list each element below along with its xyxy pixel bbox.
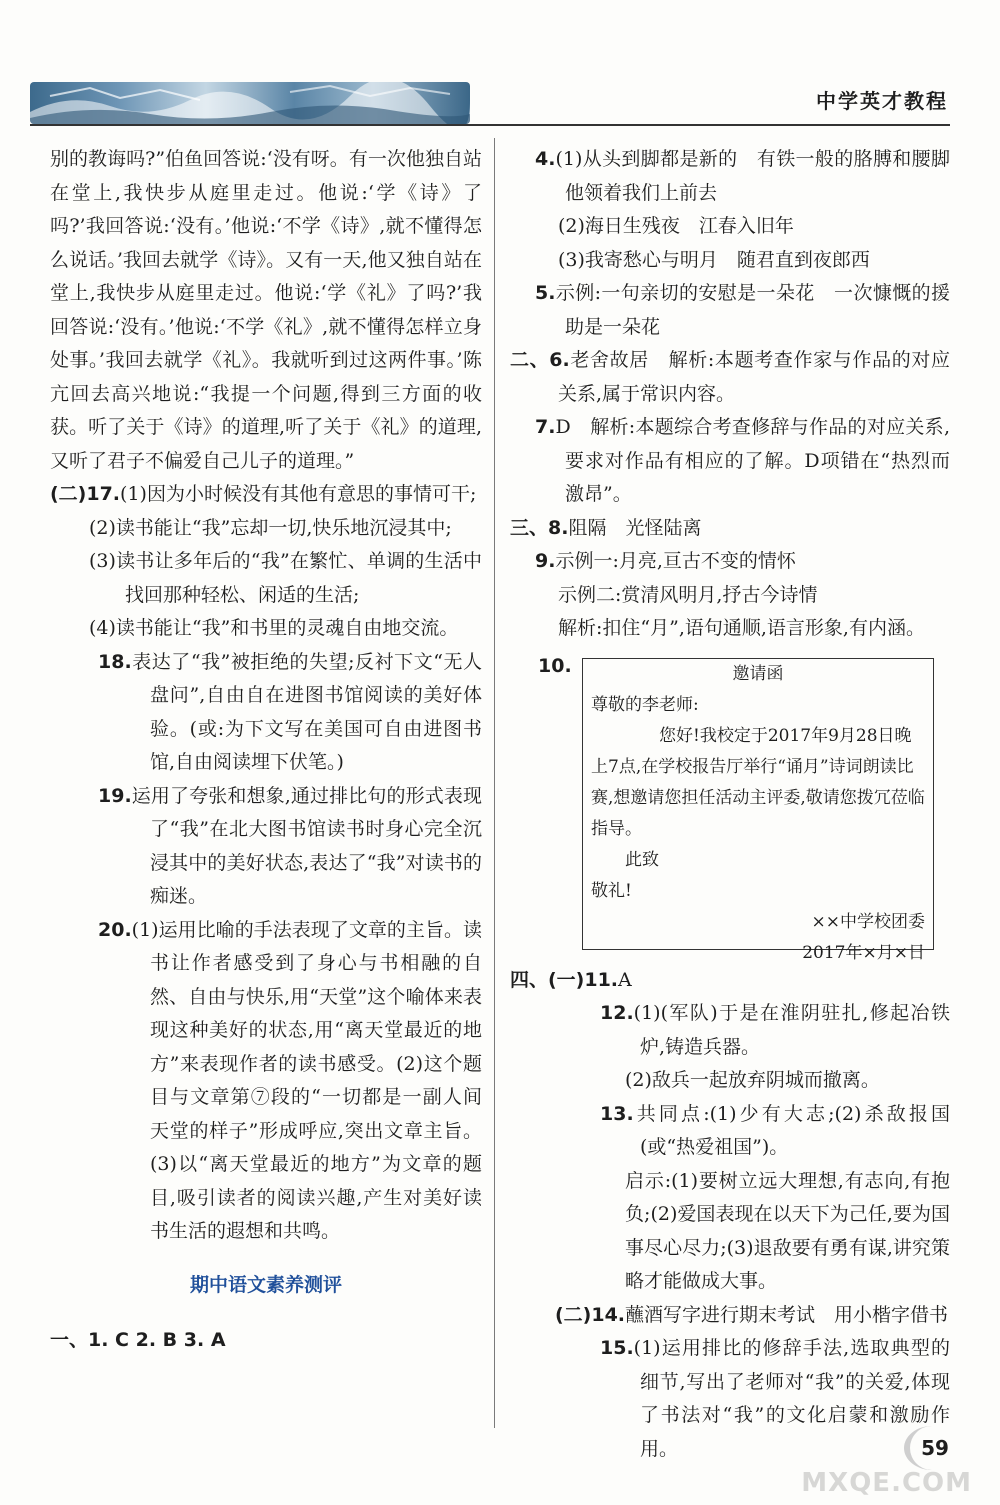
answer-text: 老舍故居 解析:本题考查作家与作品的对应关系,属于常识内容。 bbox=[558, 349, 950, 405]
answer-text: 示例:一句亲切的安慰是一朵花 一次慷慨的援助是一朵花 bbox=[555, 282, 950, 338]
answer-text: (1)运用排比的修辞手法,选取典型的细节,写出了老师对“我”的关爱,体现了书法对“我”的文化启蒙和激励作用。 bbox=[633, 1337, 950, 1460]
item-number: (二)14. bbox=[555, 1303, 626, 1326]
answer-item bbox=[510, 1299, 950, 1333]
answer-text: 示例二:赏清风明月,抒古今诗情 bbox=[558, 583, 818, 606]
answer-text: 启示:(1)要树立远大理想,有志向,有抱负;(2)爱国表现在以天下为己任,要为国事尽心尽力;(3)退敌要有勇有谋,讲究策略才能做成大事。 bbox=[625, 1169, 950, 1292]
header-banner-image bbox=[30, 82, 470, 124]
right-column bbox=[510, 143, 970, 1466]
answer-text: 示例一:月亮,亘古不变的情怀 bbox=[555, 550, 796, 572]
answer-text: (2)海日生残夜 江春入旧年 bbox=[558, 215, 794, 237]
letter-title: 邀请函 bbox=[732, 663, 784, 684]
answer-item bbox=[50, 143, 482, 478]
invitation-item bbox=[510, 650, 950, 963]
watermark-logo bbox=[782, 1418, 982, 1500]
header-rule bbox=[30, 124, 950, 126]
item-number: 四、(一)11. bbox=[510, 968, 619, 991]
answer-item bbox=[50, 780, 482, 914]
item-number: 20. bbox=[98, 918, 132, 941]
answer-item bbox=[510, 964, 950, 998]
answer-item bbox=[510, 612, 950, 646]
answer-item bbox=[510, 1064, 950, 1098]
answer-item bbox=[50, 512, 482, 546]
invitation-letter-box bbox=[582, 658, 934, 963]
answer-item bbox=[510, 244, 950, 278]
answer-text: (2)读书能让“我”忘却一切,快乐地沉浸其中; bbox=[89, 516, 452, 539]
letter-sender: ××中学校团委 bbox=[811, 911, 925, 932]
answer-text: 运用了夸张和想象,通过排比句的形式表现了“我”在北大图书馆读书时身心完全沉浸其中的美好状态,表达了“我”对读书的痴迷。 bbox=[131, 784, 482, 907]
letter-closing-1: 此致 bbox=[625, 849, 659, 870]
answer-item bbox=[510, 579, 950, 613]
answer-text: 表达了“我”被拒绝的失望;反衬下文“无人盘问”,自由自在进图书馆阅读的美好体验。(或:为下文写在美国可自由进图书馆,自由阅读埋下伏笔。) bbox=[131, 650, 482, 773]
answer-text: (1)从头到脚都是新的 有铁一般的胳膊和腰脚 他领着我们上前去 bbox=[555, 148, 970, 204]
answer-text: 阻隔 光怪陆离 bbox=[568, 516, 702, 539]
answer-item bbox=[50, 612, 482, 646]
answer-text: (2)敌兵一起放弃阴城而撤离。 bbox=[625, 1069, 880, 1091]
mc-answers: 一、1. C 2. B 3. A bbox=[50, 1329, 226, 1351]
answer-item bbox=[510, 344, 950, 411]
brand-title: 中学英才教程 bbox=[816, 89, 948, 113]
letter-body: 您好!我校定于2017年9月28日晚上7点,在学校报告厅举行“诵月”诗词朗读比赛,想邀请您担任活动主评委,敬请您拨冗莅临指导。 bbox=[591, 725, 925, 839]
item-number: 12. bbox=[600, 1002, 634, 1024]
answer-item bbox=[510, 512, 950, 546]
left-answer-list bbox=[50, 143, 482, 1249]
right-answer-list-top bbox=[510, 143, 970, 646]
answer-item bbox=[510, 545, 950, 579]
answer-text: (1)(军队)于是在淮阴驻扎,修起冶铁炉,铸造兵器。 bbox=[633, 1002, 950, 1058]
item-number: (二)17. bbox=[50, 483, 121, 505]
left-column bbox=[50, 143, 482, 1358]
answer-text: 共同点:(1)少有大志;(2)杀敌报国(或“热爱祖国”)。 bbox=[633, 1102, 950, 1158]
mountain-wave-icon bbox=[30, 82, 470, 124]
answer-text: 别的教诲吗?”伯鱼回答说:‘没有呀。有一次他独自站在堂上,我快步从庭里走过。他说:‘学《诗》了吗?’我回答说:‘没有。’他说:‘不学《诗》,就不懂得怎么说话。’我回去就学《诗》。又有一天,他又独自站在堂上,我快步从庭里走过。他说:‘学《礼》了吗?’我回答说:‘没有。’他说:‘不学《礼》,就不懂得怎样立身处事。’我回去就学《礼》。我就听到过这两件事。’陈亢回去高兴地说:“我提一个问题,得到三方面的收获。听了关于《诗》的道理,听了关于《礼》的道理,又听了君子不偏爱自己儿子的道理。” bbox=[50, 148, 482, 472]
item-number: 13. bbox=[600, 1102, 634, 1125]
item-number: 15. bbox=[600, 1337, 634, 1359]
answer-item bbox=[510, 997, 950, 1064]
item-number: 三、8. bbox=[510, 516, 569, 539]
answer-item bbox=[510, 1098, 950, 1165]
answer-item bbox=[50, 545, 482, 612]
answer-text: (1)因为小时候没有其他有意思的事情可干; bbox=[120, 483, 477, 505]
page-number: 59 bbox=[904, 1426, 960, 1470]
item-number: 4. bbox=[535, 148, 556, 170]
item-number: 10. bbox=[538, 654, 572, 677]
item-number: 5. bbox=[535, 282, 556, 304]
answer-item bbox=[510, 411, 950, 512]
item-number: 18. bbox=[98, 650, 132, 673]
right-answer-list-bottom bbox=[510, 964, 950, 1467]
answer-text: (4)读书能让“我”和书里的灵魂自由地交流。 bbox=[89, 617, 459, 639]
answer-item bbox=[510, 1165, 950, 1299]
letter-salutation: 尊敬的李老师: bbox=[591, 694, 699, 715]
answer-text: (3)我寄愁心与明月 随君直到夜郎西 bbox=[558, 248, 870, 271]
watermark-text: MXQE.COM bbox=[801, 1467, 972, 1498]
item-number: 9. bbox=[535, 550, 556, 572]
item-number: 19. bbox=[98, 784, 132, 807]
answer-item bbox=[510, 143, 970, 210]
answer-item bbox=[510, 210, 950, 244]
answer-item bbox=[50, 478, 482, 512]
letter-closing-2: 敬礼! bbox=[591, 880, 632, 901]
answer-text: 解析:扣住“月”,语句通顺,语言形象,有内涵。 bbox=[558, 617, 925, 639]
column-divider bbox=[494, 138, 495, 1428]
section-title: 期中语文素养测评 bbox=[189, 1273, 342, 1296]
answer-item bbox=[50, 914, 482, 1249]
item-number: 7. bbox=[535, 416, 556, 438]
answer-text: (1)运用比喻的手法表现了文章的主旨。读书让作者感受到了身心与书相融的自然、自由与快乐,用“天堂”这个喻体来表现这种美好的状态,用“离天堂最近的地方”来表现作者的读书感受。(2)这个题目与文章第⑦段的“一切都是一副人间天堂的样子”形成呼应,突出文章主旨。(3)以“离天堂最近的地方”为文章的题目,吸引读者的阅读兴趣,产生对美好读书生活的遐想和共鸣。 bbox=[131, 918, 482, 1242]
answer-text: D 解析:本题综合考查修辞与作品的对应关系,要求对作品有相应的了解。D项错在“热烈而激昂”。 bbox=[555, 416, 950, 505]
answer-item bbox=[510, 277, 950, 344]
letter-date: 2017年×月×日 bbox=[802, 942, 925, 963]
item-number: 二、6. bbox=[510, 349, 570, 371]
answer-text: 蘸酒写字进行期末考试 用小楷字借书 bbox=[625, 1303, 949, 1326]
answer-text: (3)读书让多年后的“我”在繁忙、单调的生活中找回那种轻松、闲适的生活; bbox=[89, 550, 482, 606]
answer-text: A bbox=[618, 968, 632, 991]
answer-item bbox=[50, 646, 482, 780]
